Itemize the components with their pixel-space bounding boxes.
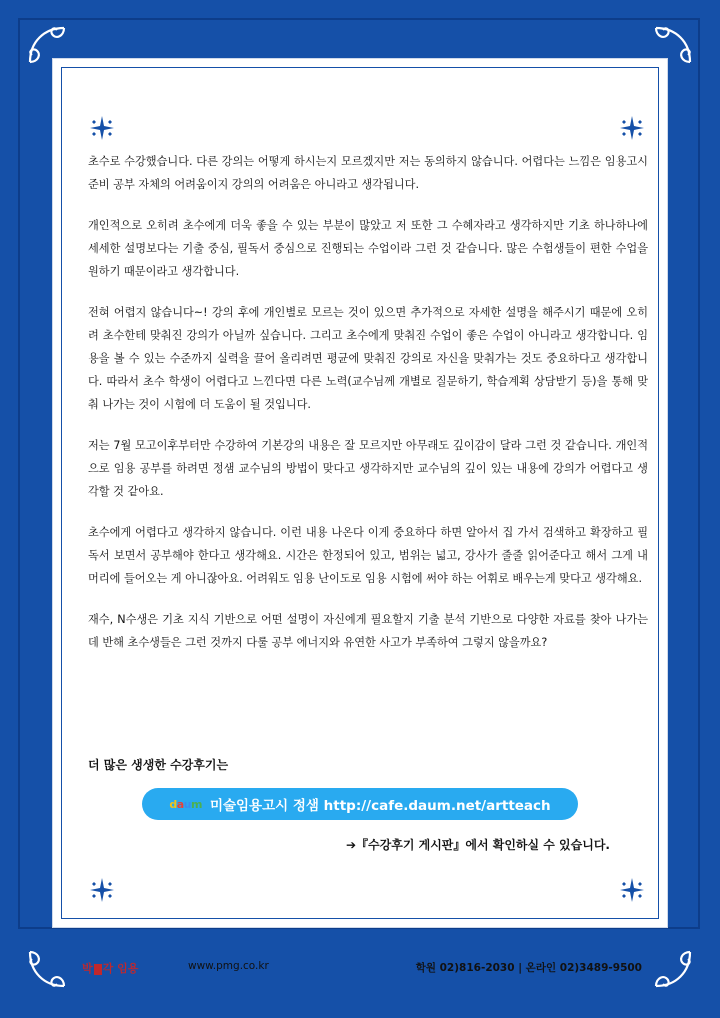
website-link[interactable]: www.pmg.co.kr: [188, 960, 269, 972]
publisher-logo: 박 각 임용: [82, 962, 139, 975]
review-paragraph: 초수로 수강했습니다. 다른 강의는 어떻게 하시는지 모르겠지만 저는 동의하지 않습니다. 어렵다는 느낌은 임용고시 준비 공부 자체의 어려움이지 강의의 어려움은 아니라고 생각됩니다.: [88, 155, 648, 191]
sparkle-ornament-icon: [618, 876, 646, 904]
review-paragraph: 재수, N수생은 기초 지식 기반으로 어떤 설명이 자신에게 필요할지 기출 분석 기반으로 다양한 자료를 찾아 나가는데 반해 초수생들은 그런 것까지 다룰 공부 에너지와 유연한 사고가 부족하여 그렇지 않을까요?: [88, 613, 648, 649]
daum-logo: daum: [169, 797, 202, 811]
review-paragraph: 저는 7월 모고이후부터만 수강하여 기본강의 내용은 잘 모르지만 아무래도 깊이감이 달라 그런 것 같습니다. 개인적으로 임용 공부를 하려면 정샘 교수님의 방법이 맞다고 생각하지만 교수님의 깊이 있는 내용에 강의가 어렵다고 생각할 것 같아요.: [88, 439, 648, 498]
contact-info: 학원 02)816-2030 | 온라인 02)3489-9500: [415, 962, 642, 974]
review-paragraph: 초수에게 어렵다고 생각하지 않습니다. 이런 내용 나온다 이게 중요하다 하면 알아서 집 가서 검색하고 확장하고 필독서 보면서 공부해야 한다고 생각해요. 시간은 한정되어 있고, 범위는 넓고, 강사가 줄줄 읽어준다고 해서 그게 내 머리에 들어오는 게 아니잖아요. 어려워도 임용 난이도로 임용 시험에 써야 하는 어휘로 배우는게 맞다고 생각해요.: [88, 526, 648, 585]
cafe-link-button[interactable]: [142, 788, 578, 820]
footer: [0, 948, 720, 988]
check-board-text: ➔『수강후기 게시판』에서 확인하실 수 있습니다.: [346, 838, 610, 852]
review-paragraph: 개인적으로 오히려 초수에게 더욱 좋을 수 있는 부분이 많았고 저 또한 그 수혜자라고 생각하지만 기초 하나하나에 세세한 설명보다는 기출 중심, 필독서 중심으로 진행되는 수업이라 그런 것 같습니다. 많은 수험생들이 편한 수업을 원하기 때문이라고 생각합니다.: [88, 219, 648, 278]
sparkle-ornament-icon: [88, 114, 116, 142]
review-content: [88, 150, 648, 672]
review-paragraph: 전혀 어렵지 않습니다~! 강의 후에 개인별로 모르는 것이 있으면 추가적으로 자세한 설명을 해주시기 때문에 오히려 초수한테 맞춰진 강의가 아닐까 싶습니다. 그리고 초수에게 맞춰진 수업이 좋은 수업이 아니라고 생각합니다. 임용을 볼 수 있는 수준까지 실력을 끌어 올리려면 평균에 맞춰진 강의로 자신을 맞춰가는 것도 중요하다고 생각합니다. 따라서 초수 학생이 어렵다고 느낀다면 다른 노력(교수님께 개별로 질문하기, 학습계획 상담받기 등)을 통해 맞춰 나가는 것이 시험에 더 도움이 될 것입니다.: [88, 306, 648, 411]
sparkle-ornament-icon: [618, 114, 646, 142]
more-reviews-title: 더 많은 생생한 수강후기는: [88, 758, 229, 772]
sparkle-ornament-icon: [88, 876, 116, 904]
cafe-link-label: 미술임용고시 정샘 http://cafe.daum.net/artteach: [209, 798, 551, 814]
